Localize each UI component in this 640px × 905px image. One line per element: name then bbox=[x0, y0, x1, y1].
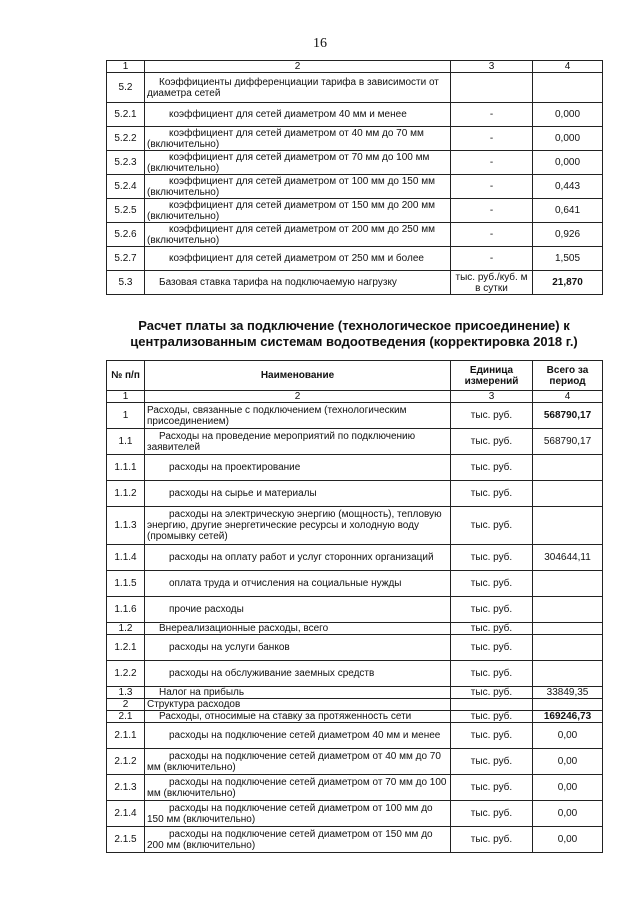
header-cell: 4 bbox=[533, 391, 603, 403]
row-number-cell: 1.2.1 bbox=[107, 635, 145, 661]
tariff-coefficients-table bbox=[106, 60, 603, 295]
row-unit-cell: - bbox=[451, 103, 533, 127]
row-unit-cell: тыс. руб. bbox=[451, 455, 533, 481]
table-row bbox=[107, 127, 603, 151]
row-name-cell: оплата труда и отчисления на социальные нужды bbox=[145, 571, 451, 597]
row-number-cell: 2.1 bbox=[107, 711, 145, 723]
row-number-cell: 1.1.3 bbox=[107, 507, 145, 545]
row-unit-cell: тыс. руб. bbox=[451, 711, 533, 723]
row-name-cell: расходы на электрическую энергию (мощность), тепловую энергию, другие энергетические ресурсы и холодную воду (промывку сетей) bbox=[145, 507, 451, 545]
row-value-cell: 33849,35 bbox=[533, 687, 603, 699]
header-cell: 3 bbox=[451, 61, 533, 73]
connection-fee-table bbox=[106, 360, 603, 853]
row-number-cell: 2 bbox=[107, 699, 145, 711]
row-number-cell: 1.1 bbox=[107, 429, 145, 455]
row-name-cell: расходы на подключение сетей диаметром 40 мм и менее bbox=[145, 723, 451, 749]
table-header-row bbox=[107, 361, 603, 391]
table-row bbox=[107, 481, 603, 507]
row-unit-cell: - bbox=[451, 223, 533, 247]
row-number-cell: 1.3 bbox=[107, 687, 145, 699]
table-row bbox=[107, 175, 603, 199]
row-name-cell: коэффициент для сетей диаметром от 100 мм до 150 мм (включительно) bbox=[145, 175, 451, 199]
row-value-cell: 0,641 bbox=[533, 199, 603, 223]
header-cell: 1 bbox=[107, 61, 145, 73]
row-name-cell: расходы на подключение сетей диаметром от 100 мм до 150 мм (включительно) bbox=[145, 801, 451, 827]
table-row bbox=[107, 749, 603, 775]
row-name-cell: расходы на проектирование bbox=[145, 455, 451, 481]
table-row bbox=[107, 801, 603, 827]
row-number-cell: 5.2 bbox=[107, 73, 145, 103]
row-name-cell: расходы на обслуживание заемных средств bbox=[145, 661, 451, 687]
row-value-cell: 0,000 bbox=[533, 127, 603, 151]
row-unit-cell: тыс. руб. bbox=[451, 481, 533, 507]
row-unit-cell: - bbox=[451, 151, 533, 175]
row-unit-cell: тыс. руб. bbox=[451, 635, 533, 661]
table-row bbox=[107, 151, 603, 175]
row-unit-cell: тыс. руб. bbox=[451, 429, 533, 455]
row-unit-cell: тыс. руб. bbox=[451, 775, 533, 801]
row-name-cell: Налог на прибыль bbox=[145, 687, 451, 699]
page-number: 16 bbox=[313, 36, 327, 51]
table-row bbox=[107, 545, 603, 571]
table-row bbox=[107, 271, 603, 295]
table-row bbox=[107, 723, 603, 749]
row-unit-cell: тыс. руб. bbox=[451, 661, 533, 687]
header-cell: Всего за период bbox=[533, 361, 603, 391]
table-row bbox=[107, 687, 603, 699]
row-number-cell: 5.2.6 bbox=[107, 223, 145, 247]
row-name-cell: прочие расходы bbox=[145, 597, 451, 623]
row-name-cell: расходы на подключение сетей диаметром от 70 мм до 100 мм (включительно) bbox=[145, 775, 451, 801]
row-value-cell bbox=[533, 661, 603, 687]
row-unit-cell bbox=[451, 699, 533, 711]
table-column-numbers-row bbox=[107, 391, 603, 403]
header-cell: № п/п bbox=[107, 361, 145, 391]
row-name-cell: коэффициент для сетей диаметром от 150 мм до 200 мм (включительно) bbox=[145, 199, 451, 223]
row-number-cell: 5.2.3 bbox=[107, 151, 145, 175]
row-value-cell: 0,443 bbox=[533, 175, 603, 199]
row-value-cell: 0,000 bbox=[533, 103, 603, 127]
row-unit-cell: тыс. руб. bbox=[451, 827, 533, 853]
row-name-cell: коэффициент для сетей диаметром 40 мм и менее bbox=[145, 103, 451, 127]
row-unit-cell: тыс. руб. bbox=[451, 623, 533, 635]
table-row bbox=[107, 455, 603, 481]
header-cell: Единица измерений bbox=[451, 361, 533, 391]
row-number-cell: 5.2.1 bbox=[107, 103, 145, 127]
row-name-cell: Расходы, относимые на ставку за протяженность сети bbox=[145, 711, 451, 723]
table-row bbox=[107, 507, 603, 545]
row-number-cell: 5.2.5 bbox=[107, 199, 145, 223]
row-number-cell: 1.2 bbox=[107, 623, 145, 635]
row-name-cell: коэффициент для сетей диаметром от 250 мм и более bbox=[145, 247, 451, 271]
table-row bbox=[107, 403, 603, 429]
table-row bbox=[107, 661, 603, 687]
row-number-cell: 5.2.7 bbox=[107, 247, 145, 271]
row-name-cell: Структура расходов bbox=[145, 699, 451, 711]
table-row bbox=[107, 623, 603, 635]
section-heading: Расчет платы за подключение (технологическое присоединение) к централизованным системам водоотведения (корректировка 2018 г.) bbox=[130, 318, 578, 349]
row-unit-cell: - bbox=[451, 175, 533, 199]
row-value-cell bbox=[533, 507, 603, 545]
row-unit-cell: тыс. руб. bbox=[451, 571, 533, 597]
row-value-cell: 304644,11 bbox=[533, 545, 603, 571]
row-value-cell: 0,000 bbox=[533, 151, 603, 175]
row-number-cell: 2.1.1 bbox=[107, 723, 145, 749]
row-name-cell: Внереализационные расходы, всего bbox=[145, 623, 451, 635]
table-row bbox=[107, 103, 603, 127]
row-value-cell bbox=[533, 635, 603, 661]
row-name-cell: расходы на оплату работ и услуг сторонних организаций bbox=[145, 545, 451, 571]
row-unit-cell: тыс. руб. bbox=[451, 749, 533, 775]
row-name-cell: коэффициент для сетей диаметром от 70 мм до 100 мм (включительно) bbox=[145, 151, 451, 175]
row-unit-cell: тыс. руб. bbox=[451, 507, 533, 545]
row-value-cell bbox=[533, 699, 603, 711]
table-row bbox=[107, 429, 603, 455]
row-unit-cell: - bbox=[451, 127, 533, 151]
table-row bbox=[107, 223, 603, 247]
table-row bbox=[107, 571, 603, 597]
row-number-cell: 2.1.3 bbox=[107, 775, 145, 801]
row-number-cell: 1.1.1 bbox=[107, 455, 145, 481]
row-number-cell: 1.1.6 bbox=[107, 597, 145, 623]
row-value-cell bbox=[533, 597, 603, 623]
row-value-cell: 568790,17 bbox=[533, 429, 603, 455]
row-value-cell bbox=[533, 73, 603, 103]
row-unit-cell bbox=[451, 73, 533, 103]
row-unit-cell: - bbox=[451, 199, 533, 223]
table-row bbox=[107, 827, 603, 853]
header-cell: 2 bbox=[145, 61, 451, 73]
row-unit-cell: тыс. руб. bbox=[451, 545, 533, 571]
row-value-cell: 21,870 bbox=[533, 271, 603, 295]
header-cell: Наименование bbox=[145, 361, 451, 391]
row-name-cell: коэффициент для сетей диаметром от 40 мм до 70 мм (включительно) bbox=[145, 127, 451, 151]
row-value-cell: 0,00 bbox=[533, 723, 603, 749]
row-value-cell bbox=[533, 623, 603, 635]
row-name-cell: коэффициент для сетей диаметром от 200 мм до 250 мм (включительно) bbox=[145, 223, 451, 247]
row-value-cell: 169246,73 bbox=[533, 711, 603, 723]
header-cell: 2 bbox=[145, 391, 451, 403]
row-value-cell bbox=[533, 481, 603, 507]
table-row bbox=[107, 247, 603, 271]
row-value-cell: 568790,17 bbox=[533, 403, 603, 429]
row-number-cell: 1.1.2 bbox=[107, 481, 145, 507]
table-row bbox=[107, 775, 603, 801]
row-unit-cell: тыс. руб./куб. м в сутки bbox=[451, 271, 533, 295]
table-header-row bbox=[107, 61, 603, 73]
row-unit-cell: тыс. руб. bbox=[451, 687, 533, 699]
table-row bbox=[107, 711, 603, 723]
row-unit-cell: - bbox=[451, 247, 533, 271]
row-name-cell: Расходы, связанные с подключением (технологическим присоединением) bbox=[145, 403, 451, 429]
row-number-cell: 1.1.4 bbox=[107, 545, 145, 571]
row-name-cell: расходы на сырье и материалы bbox=[145, 481, 451, 507]
header-cell: 4 bbox=[533, 61, 603, 73]
row-unit-cell: тыс. руб. bbox=[451, 403, 533, 429]
table-row bbox=[107, 199, 603, 223]
row-unit-cell: тыс. руб. bbox=[451, 723, 533, 749]
row-value-cell bbox=[533, 455, 603, 481]
row-number-cell: 2.1.4 bbox=[107, 801, 145, 827]
row-number-cell: 5.2.4 bbox=[107, 175, 145, 199]
row-number-cell: 1.1.5 bbox=[107, 571, 145, 597]
row-number-cell: 5.2.2 bbox=[107, 127, 145, 151]
row-number-cell: 1.2.2 bbox=[107, 661, 145, 687]
table-row bbox=[107, 635, 603, 661]
row-name-cell: расходы на услуги банков bbox=[145, 635, 451, 661]
row-unit-cell: тыс. руб. bbox=[451, 597, 533, 623]
row-value-cell: 0,00 bbox=[533, 827, 603, 853]
row-value-cell: 0,00 bbox=[533, 801, 603, 827]
row-number-cell: 2.1.5 bbox=[107, 827, 145, 853]
row-unit-cell: тыс. руб. bbox=[451, 801, 533, 827]
row-name-cell: расходы на подключение сетей диаметром от 150 мм до 200 мм (включительно) bbox=[145, 827, 451, 853]
row-name-cell: Базовая ставка тарифа на подключаемую нагрузку bbox=[145, 271, 451, 295]
row-value-cell: 1,505 bbox=[533, 247, 603, 271]
row-number-cell: 5.3 bbox=[107, 271, 145, 295]
row-value-cell: 0,926 bbox=[533, 223, 603, 247]
header-cell: 1 bbox=[107, 391, 145, 403]
row-number-cell: 1 bbox=[107, 403, 145, 429]
row-value-cell bbox=[533, 571, 603, 597]
table-row bbox=[107, 699, 603, 711]
row-value-cell: 0,00 bbox=[533, 775, 603, 801]
row-name-cell: Коэффициенты дифференциации тарифа в зависимости от диаметра сетей bbox=[145, 73, 451, 103]
row-number-cell: 2.1.2 bbox=[107, 749, 145, 775]
table-row bbox=[107, 597, 603, 623]
row-value-cell: 0,00 bbox=[533, 749, 603, 775]
row-name-cell: расходы на подключение сетей диаметром от 40 мм до 70 мм (включительно) bbox=[145, 749, 451, 775]
table-row bbox=[107, 73, 603, 103]
row-name-cell: Расходы на проведение мероприятий по подключению заявителей bbox=[145, 429, 451, 455]
header-cell: 3 bbox=[451, 391, 533, 403]
